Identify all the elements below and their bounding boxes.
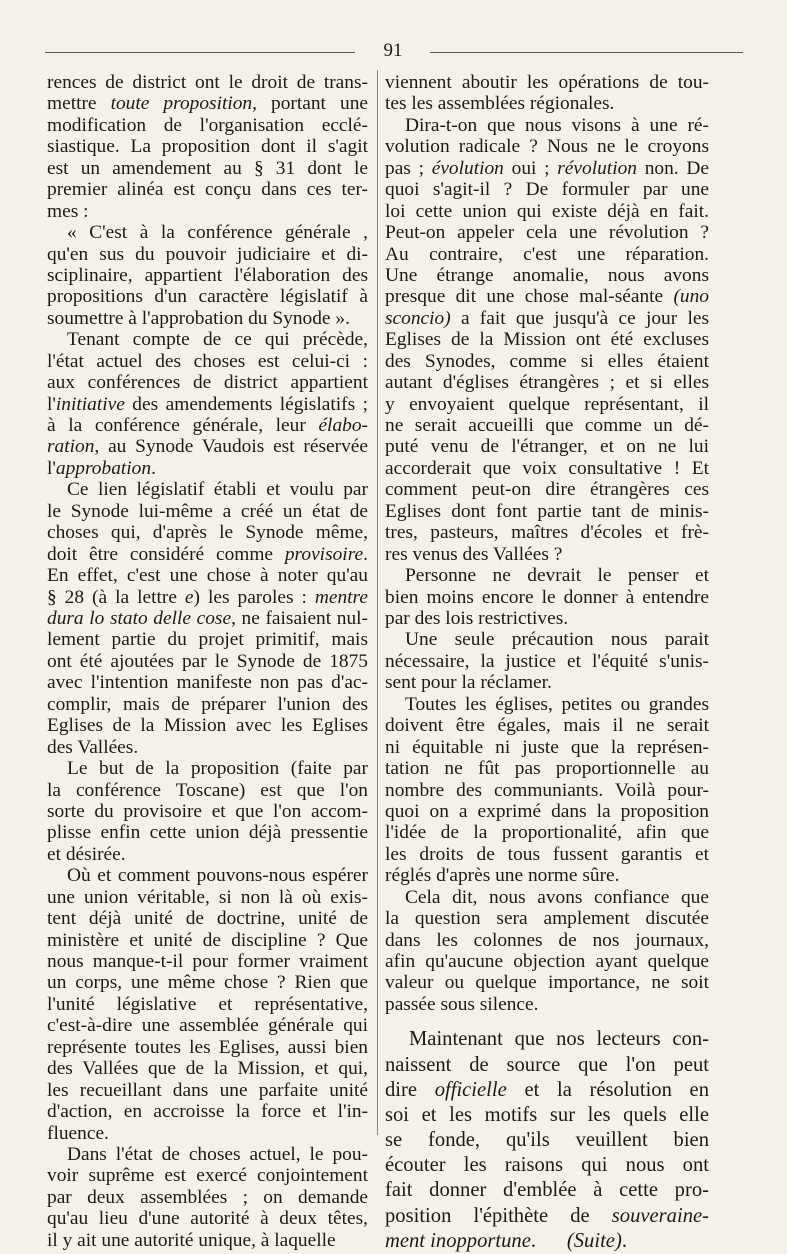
left-paragraph [47,1144,368,1251]
text-line: siastique. La proposition dont il s'agit [47,136,368,158]
text-line: choses qui, d'après le Synode même, [47,522,368,544]
text-line: une union véritable, si non là où exis- [47,886,368,908]
left-paragraph [47,865,368,1144]
page-number: 91 [383,40,403,61]
text-line: Le but de la proposition (faite par [67,758,368,780]
text-line: En effet, c'est une chose à noter qu'au [47,565,368,587]
closing-line: écouter les raisons qui nous ont [385,1154,709,1177]
text-line: des Vallées que de la Mission, et qui, [47,1058,368,1080]
text-line: sent pour la réclamer. [385,672,552,694]
closing-line: fait donner d'emblée à cette pro- [385,1179,709,1202]
right-paragraph [385,629,709,693]
text-line: doit être considéré comme provisoire. [47,543,368,565]
text-line: ne serait accueilli que comme un dé- [385,415,709,437]
text-line: mes : [47,200,89,222]
text-line: passée sous silence. [385,993,539,1015]
closing-paragraph [385,1027,709,1254]
closing-line: Maintenant que nos lecteurs con- [409,1028,709,1051]
text-line: tes les assemblées régionales. [385,93,615,115]
text-line: puté venu de l'étranger, et on ne lui [385,436,709,458]
text-line: premier alinéa est conçu dans ces ter- [47,179,368,201]
text-line: Une seule précaution nous parait [405,629,709,651]
text-line: voir suprême est exercé conjointement [47,1165,368,1187]
closing-line: ment inopportune. (Suite). [385,1229,627,1252]
text-line: à la conférence générale, leur élabo- [47,415,368,437]
text-line: la question sera amplement discutée [385,908,709,930]
text-line: Une étrange anomalie, nous avons [385,264,709,286]
text-line: par des lois restrictives. [385,607,569,629]
text-line: sorte du provisoire et que l'on accom- [47,800,368,822]
text-line: y envoyaient quelque représentant, il [385,393,709,415]
text-line: qu'au lieu d'une autorité à deux têtes, [47,1208,368,1230]
text-line: l'approbation. [47,457,156,479]
text-line: tation ne fût pas proportionnelle au [385,758,709,780]
left-column [47,72,368,1251]
text-line: accorderait que voix consultative ! Et [385,457,709,479]
closing-line: dire officielle et la résolution en [385,1078,709,1101]
text-line: complir, mais de préparer l'union des [47,693,368,715]
right-paragraph [385,887,709,1016]
text-line: Peut-on appeler cela une révolution ? [385,222,709,244]
text-line: sconcio) a fait que jusqu'à ce jour les [385,307,709,329]
text-line: autant d'églises étrangères ; et si elles [385,372,709,394]
closing-line: position l'épithète de souveraine- [385,1204,709,1227]
text-line: Personne ne devrait le penser et [405,565,709,587]
text-line: res venus des Vallées ? [385,543,563,565]
text-line: Cela dit, nous avons confiance que [405,886,709,908]
text-line: des Synodes, comme si elles étaient [385,350,709,372]
text-line: quoi s'agit-il ? De formuler par une [385,179,709,201]
text-line: plisse enfin cette union déjà pressentie [47,822,368,844]
text-line: ministère et unité de discipline ? Que [47,929,368,951]
closing-line: se fonde, qu'ils veuillent bien [385,1129,709,1152]
text-line: tres, pasteurs, maîtres d'écoles et frè- [385,522,709,544]
text-line: quoi on a exprimé dans la proposition [385,800,709,822]
closing-line: naissent de source que l'on peut [385,1053,709,1076]
right-column-paragraphs [385,72,709,1015]
left-paragraph [47,329,368,479]
text-line: le Synode lui-même a créé un état de [47,500,368,522]
text-line: loi cette union qui existe déjà en fait. [385,200,709,222]
text-line: est un amendement au § 31 dont le [47,157,368,179]
text-line: Ce lien législatif établi et voulu par [67,479,368,501]
text-line: nécessaire, la justice et l'équité s'unis- [385,650,709,672]
text-line: l'initiative des amendements législatifs ; [47,393,368,415]
text-line: dans les colonnes de nos journaux, [385,929,709,951]
text-line: l'unité législative et représentative, [47,993,368,1015]
right-paragraph [385,565,709,629]
text-line: représente toutes les Eglises, aussi bien [47,1036,368,1058]
text-line: nombre des communiants. Voilà pour- [385,779,709,801]
text-line: un corps, une même chose ? Rien que [47,972,368,994]
text-line: les droits de tous fussent garantis et [385,843,709,865]
text-line: presque dit une chose mal-séante (uno [385,286,709,308]
text-line: l'état actuel des choses est celui-ci : [47,350,368,372]
text-line: Au contraire, c'est une réparation. [385,243,709,265]
text-line: Où et comment pouvons-nous espérer [67,865,368,887]
text-line: pas ; évolution oui ; révolution non. De [385,157,709,179]
text-line: rences de district ont le droit de trans- [47,72,368,93]
left-paragraph [47,72,368,222]
text-line: des Vallées. [47,736,139,758]
text-line: propositions d'un caractère législatif à [47,286,368,308]
text-line: viennent aboutir les opérations de tou- [385,72,709,93]
left-paragraph [47,222,368,329]
text-line: Eglises de la Mission ont été excluses [385,329,709,351]
text-line: c'est-à-dire une assemblée générale qui [47,1015,368,1037]
page-header [45,40,743,64]
text-line: d'action, en accroisse la force et l'in- [47,1101,368,1123]
text-line: réglés d'après une norme sûre. [385,865,620,887]
text-line: les recueillant dans une parfaite unité [47,1079,368,1101]
text-line: bien moins encore le donner à entendre [385,586,709,608]
right-column [385,72,709,1254]
text-line: Eglises dont font partie tant de minis- [385,500,709,522]
text-line: Dans l'état de choses actuel, le pou- [67,1143,368,1165]
text-line: tent déjà unité de doctrine, unité de [47,908,368,930]
text-line: dura lo stato delle cose, ne faisaient nul- [47,607,368,629]
text-line: modification de l'organisation ecclé- [47,114,368,136]
text-line: Dira-t-on que nous visons à une ré- [405,114,709,136]
text-line: soumettre à l'approbation du Synode ». [47,307,350,329]
text-line: sciplinaire, appartient l'élaboration des [47,264,368,286]
right-paragraph [385,115,709,565]
text-line: fluence. [47,1122,109,1144]
text-line: Toutes les églises, petites ou grandes [405,693,709,715]
header-rule-right [430,52,743,53]
text-line: par deux assemblées ; on demande [47,1186,368,1208]
text-line: ration, au Synode Vaudois est réservée [47,436,368,458]
closing-line: soi et les motifs sur les quels elle [385,1103,709,1126]
text-line: « C'est à la conférence générale , [67,222,368,244]
text-line: qu'en sus du pouvoir judiciaire et di- [47,243,368,265]
right-paragraph [385,694,709,887]
text-line: valeur ou quelque importance, ne soit [385,972,709,994]
column-divider [377,70,378,1135]
text-line: volution radicale ? Nous ne le croyons [385,136,709,158]
text-line: Tenant compte de ce qui précède, [67,329,368,351]
text-line: l'idée de la proportionalité, afin que [385,822,709,844]
left-paragraph [47,479,368,758]
header-rule-left [45,52,355,53]
text-line: ont été ajoutées par le Synode de 1875 [47,650,368,672]
text-line: il y ait une autorité unique, à laquelle [47,1229,336,1251]
text-line: Eglises de la Mission avec les Eglises [47,715,368,737]
text-line: et désirée. [47,843,126,865]
text-line: ni équitable ni juste que la représen- [385,736,709,758]
right-paragraph [385,72,709,115]
text-line: aux conférences de district appartient [47,372,368,394]
text-line: comment peut-on dire étrangères ces [385,479,709,501]
text-line: afin qu'aucune objection ayant quelque [385,951,709,973]
text-line: la conférence Toscane) est que l'on [47,779,368,801]
text-line: lement partie du projet primitif, mais [47,629,368,651]
left-paragraph [47,758,368,865]
text-line: nous manque-t-il pour former vraiment [47,951,368,973]
text-line: avec l'intention manifeste non pas d'ac- [47,672,368,694]
text-line: doivent être égales, mais il ne serait [385,715,709,737]
text-line: mettre toute proposition, portant une [47,93,368,115]
text-line: § 28 (à la lettre e) les paroles : mentre [47,586,368,608]
